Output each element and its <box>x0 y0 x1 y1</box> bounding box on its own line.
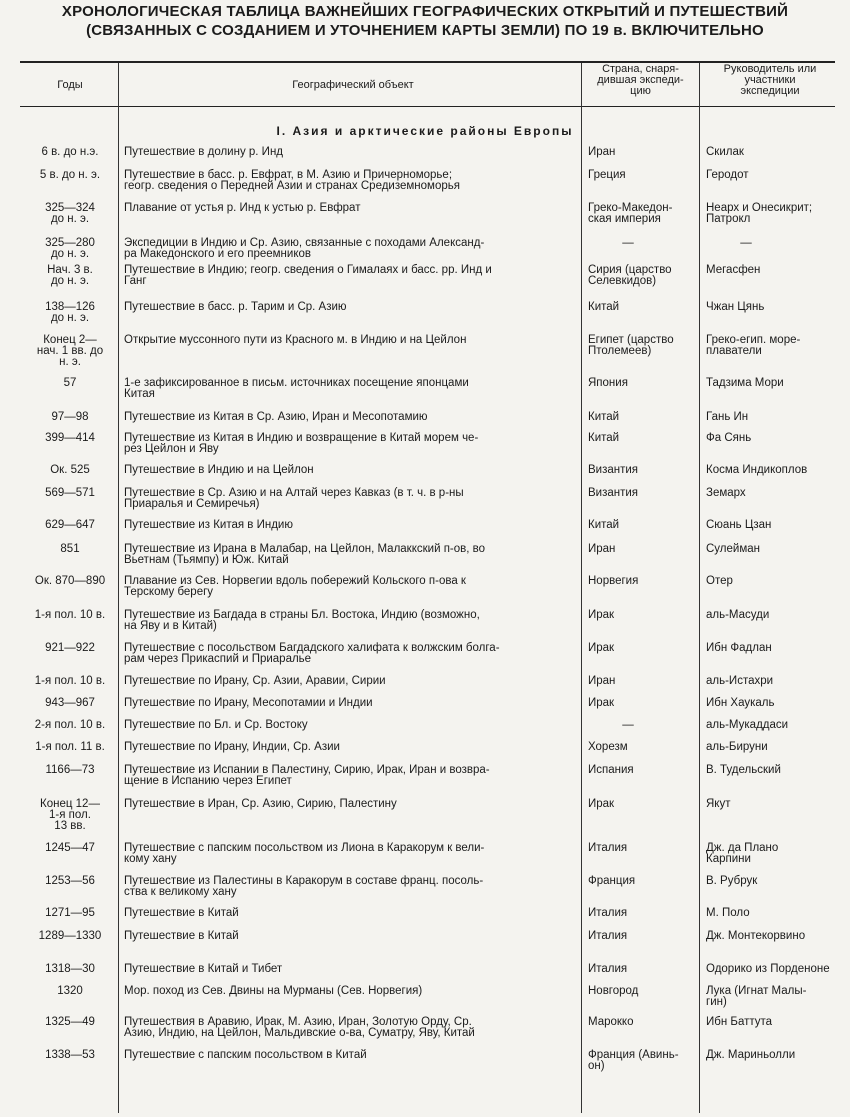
cell-leader: Дж. Монтекорвино <box>706 930 806 942</box>
cell-year: 1253—56 <box>45 875 95 887</box>
cell-leader: Ибн Хаукаль <box>706 697 775 709</box>
header-leader: Руководитель или участники экспедиции <box>723 63 817 97</box>
cell-country: — <box>622 719 634 731</box>
cell-leader: Тадзима Мори <box>706 377 784 389</box>
cell-country: Франция <box>588 875 636 887</box>
cell-object: Путешествие из Палестины в Каракорум в составе франц. посоль- ства к великому хану <box>124 875 484 898</box>
cell-year: 1289—1330 <box>38 930 102 942</box>
cell-year: 1-я пол. 10 в. <box>34 675 106 687</box>
cell-leader: Якут <box>706 798 731 810</box>
cell-country: Япония <box>588 377 628 389</box>
cell-year: 921—922 <box>45 642 95 654</box>
cell-year: 5 в. до н. э. <box>39 169 101 181</box>
cell-country: Греция <box>588 169 626 181</box>
cell-country: Китай <box>588 519 620 531</box>
cell-object: Путешествия в Аравию, Ирак, М. Азию, Иран, Золотую Орду, Ср. Азию, Индию, на Цейлон, Мальдивские о-ва, Суматру, Яву, Китай <box>124 1016 475 1039</box>
cell-object: 1-е зафиксированное в письм. источниках посещение японцами Китая <box>124 377 469 400</box>
cell-object: Путешествие по Ирану, Индии, Ср. Азии <box>124 741 340 753</box>
cell-year: 1325—49 <box>45 1016 95 1028</box>
cell-leader: Сюань Цзан <box>706 519 772 531</box>
cell-object: Путешествие в Ср. Азию и на Алтай через Кавказ (в т. ч. в р-ны Приаралья и Семиречья) <box>124 487 464 510</box>
header-country: Страна, снаря- дившая экспеди- цию <box>597 63 684 97</box>
cell-object: Открытие муссонного пути из Красного м. в Индию и на Цейлон <box>124 334 467 346</box>
cell-object: Путешествие в Китай <box>124 907 239 919</box>
cell-year: 2-я пол. 10 в. <box>34 719 106 731</box>
cell-year: 325—280 до н. э. <box>45 237 95 260</box>
cell-object: Плавание из Сев. Норвегии вдоль побережий Кольского п-ова к Терскому берегу <box>124 575 466 598</box>
cell-leader: Гань Ин <box>706 411 749 423</box>
cell-leader: аль-Мукаддаси <box>706 719 789 731</box>
cell-country: Египет (царство Птолемеев) <box>588 334 674 357</box>
page-title <box>0 2 850 40</box>
cell-leader: В. Тудельский <box>706 764 781 776</box>
cell-leader: Чжан Цянь <box>706 301 765 313</box>
cell-year: 851 <box>60 543 80 555</box>
cell-year: Конец 12— 1-я пол. 13 вв. <box>40 798 100 832</box>
cell-leader: Греко-егип. море- плаватели <box>706 334 801 357</box>
cell-object: Экспедиции в Индию и Ср. Азию, связанные с походами Александ- ра Македонского и его преемников <box>124 237 485 260</box>
cell-year: 97—98 <box>51 411 89 423</box>
cell-leader: Отер <box>706 575 733 587</box>
cell-year: Ок. 525 <box>50 464 90 476</box>
cell-leader: Мегасфен <box>706 264 761 276</box>
cell-country: Китай <box>588 432 620 444</box>
cell-year: 1271—95 <box>45 907 95 919</box>
cell-leader: — <box>740 237 752 249</box>
cell-country: Италия <box>588 930 628 942</box>
cell-leader: аль-Истахри <box>706 675 774 687</box>
cell-leader: Косма Индикоплов <box>706 464 808 476</box>
cell-object: Путешествие с посольством Багдадского халифата к волжским болга- рам через Прикаспий и Приаралье <box>124 642 500 665</box>
cell-country: Франция (Авинь- он) <box>588 1049 679 1072</box>
cell-year: 1166—73 <box>45 764 95 776</box>
cell-country: Иран <box>588 146 616 158</box>
cell-country: Хорезм <box>588 741 628 753</box>
cell-country: Китай <box>588 301 620 313</box>
cell-object: Путешествие по Бл. и Ср. Востоку <box>124 719 308 731</box>
cell-leader: Сулейман <box>706 543 760 555</box>
cell-object: Путешествие с папским посольством из Лиона в Каракорум к вели- кому хану <box>124 842 485 865</box>
cell-leader: В. Рубрук <box>706 875 758 887</box>
cell-year: 1318—30 <box>45 963 95 975</box>
cell-leader: Одорико из Порденоне <box>706 963 830 975</box>
cell-object: Путешествие в Китай <box>124 930 239 942</box>
cell-year: 6 в. до н.э. <box>41 146 99 158</box>
cell-object: Путешествие из Багдада в страны Бл. Востока, Индию (возможно, на Яву и в Китай) <box>124 609 480 632</box>
header-bottom-rule <box>20 106 835 107</box>
cell-object: Путешествие из Китая в Ср. Азию, Иран и Месопотамию <box>124 411 428 423</box>
cell-object: Путешествие из Испании в Палестину, Сирию, Ирак, Иран и возвра- щение в Испанию через Египет <box>124 764 490 787</box>
cell-country: Сирия (царство Селевкидов) <box>588 264 672 287</box>
cell-leader: М. Поло <box>706 907 750 919</box>
cell-object: Путешествие из Ирана в Малабар, на Цейлон, Малаккский п-ов, во Вьетнам (Тьямпу) и Юж. Китай <box>124 543 486 566</box>
cell-year: 1-я пол. 11 в. <box>35 741 105 753</box>
cell-leader: аль-Масуди <box>706 609 770 621</box>
cell-country: Иран <box>588 675 616 687</box>
cell-year: 569—571 <box>45 487 95 499</box>
cell-object: Путешествие по Ирану, Месопотамии и Индии <box>124 697 373 709</box>
cell-object: Путешествие по Ирану, Ср. Азии, Аравии, Сирии <box>124 675 386 687</box>
cell-leader: Ибн Баттута <box>706 1016 773 1028</box>
cell-country: Испания <box>588 764 634 776</box>
cell-object: Путешествие в Иран, Ср. Азию, Сирию, Палестину <box>124 798 397 810</box>
cell-object: Путешествие из Китая в Индию <box>124 519 293 531</box>
cell-country: Италия <box>588 963 628 975</box>
cell-country: Греко-Македон- ская империя <box>588 202 673 225</box>
title-line-1: ХРОНОЛОГИЧЕСКАЯ ТАБЛИЦА ВАЖНЕЙШИХ ГЕОГРАФИЧЕСКИХ ОТКРЫТИЙ И ПУТЕШЕСТВИЙ <box>61 3 789 20</box>
cell-year: Ок. 870—890 <box>34 575 106 587</box>
cell-year: 629—647 <box>45 519 95 531</box>
cell-country: Италия <box>588 907 628 919</box>
cell-year: 1-я пол. 10 в. <box>34 609 106 621</box>
cell-leader: Ибн Фадлан <box>706 642 772 654</box>
cell-year: Конец 2— нач. 1 вв. до н. э. <box>36 334 104 368</box>
cell-year: 399—414 <box>45 432 95 444</box>
cell-leader: Неарх и Онесикрит; Патрокл <box>706 202 813 225</box>
cell-object: Путешествие в басс. р. Евфрат, в М. Азию и Причерноморье; геогр. сведения о Передней Азии и странах Средиземноморья <box>124 169 460 192</box>
cell-object: Путешествие из Китая в Индию и возвращение в Китай морем че- рез Цейлон и Яву <box>124 432 479 455</box>
cell-object: Путешествие в Индию и на Цейлон <box>124 464 314 476</box>
cell-leader: аль-Бируни <box>706 741 768 753</box>
cell-leader: Лука (Игнат Малы- гин) <box>706 985 807 1008</box>
cell-country: Ирак <box>588 609 615 621</box>
cell-country: Ирак <box>588 697 615 709</box>
cell-leader: Скилак <box>706 146 744 158</box>
cell-year: 57 <box>63 377 77 389</box>
header-object: Географический объект <box>292 79 414 91</box>
header-top-rule <box>20 61 835 63</box>
cell-year: Нач. 3 в. до н. э. <box>47 264 93 287</box>
cell-object: Путешествие в басс. р. Тарим и Ср. Азию <box>124 301 347 313</box>
cell-leader: Дж. Мариньолли <box>706 1049 796 1061</box>
cell-leader: Земарх <box>706 487 746 499</box>
cell-country: Китай <box>588 411 620 423</box>
cell-year: 943—967 <box>45 697 95 709</box>
cell-object: Мор. поход из Сев. Двины на Мурманы (Сев. Норвегия) <box>124 985 423 997</box>
section-title: I. Азия и арктические районы Европы <box>276 124 574 138</box>
column-divider-years <box>118 63 119 1113</box>
cell-year: 325—324 до н. э. <box>45 202 95 225</box>
cell-country: Италия <box>588 842 628 854</box>
cell-country: Норвегия <box>588 575 639 587</box>
cell-country: — <box>622 237 634 249</box>
cell-country: Ирак <box>588 642 615 654</box>
cell-country: Византия <box>588 464 639 476</box>
cell-object: Путешествие в долину р. Инд <box>124 146 284 158</box>
cell-year: 1245—47 <box>45 842 95 854</box>
header-years: Годы <box>57 79 83 91</box>
cell-country: Византия <box>588 487 639 499</box>
cell-leader: Геродот <box>706 169 749 181</box>
cell-country: Иран <box>588 543 616 555</box>
cell-year: 138—126 до н. э. <box>45 301 95 324</box>
cell-country: Марокко <box>588 1016 634 1028</box>
cell-leader: Дж. да Плано Карпини <box>706 842 779 865</box>
cell-year: 1338—53 <box>45 1049 95 1061</box>
cell-object: Путешествие в Индию; геогр. сведения о Гималаях и басс. рр. Инд и Ганг <box>124 264 492 287</box>
cell-object: Путешествие с папским посольством в Китай <box>124 1049 367 1061</box>
cell-leader: Фа Сянь <box>706 432 752 444</box>
cell-country: Ирак <box>588 798 615 810</box>
cell-year: 1320 <box>57 985 83 997</box>
cell-object: Путешествие в Китай и Тибет <box>124 963 283 975</box>
cell-country: Новгород <box>588 985 639 997</box>
cell-object: Плавание от устья р. Инд к устью р. Евфрат <box>124 202 361 214</box>
title-line-2: (СВЯЗАННЫХ С СОЗДАНИЕМ И УТОЧНЕНИЕМ КАРТЫ ЗЕМЛИ) ПО 19 в. ВКЛЮЧИТЕЛЬНО <box>86 22 764 39</box>
